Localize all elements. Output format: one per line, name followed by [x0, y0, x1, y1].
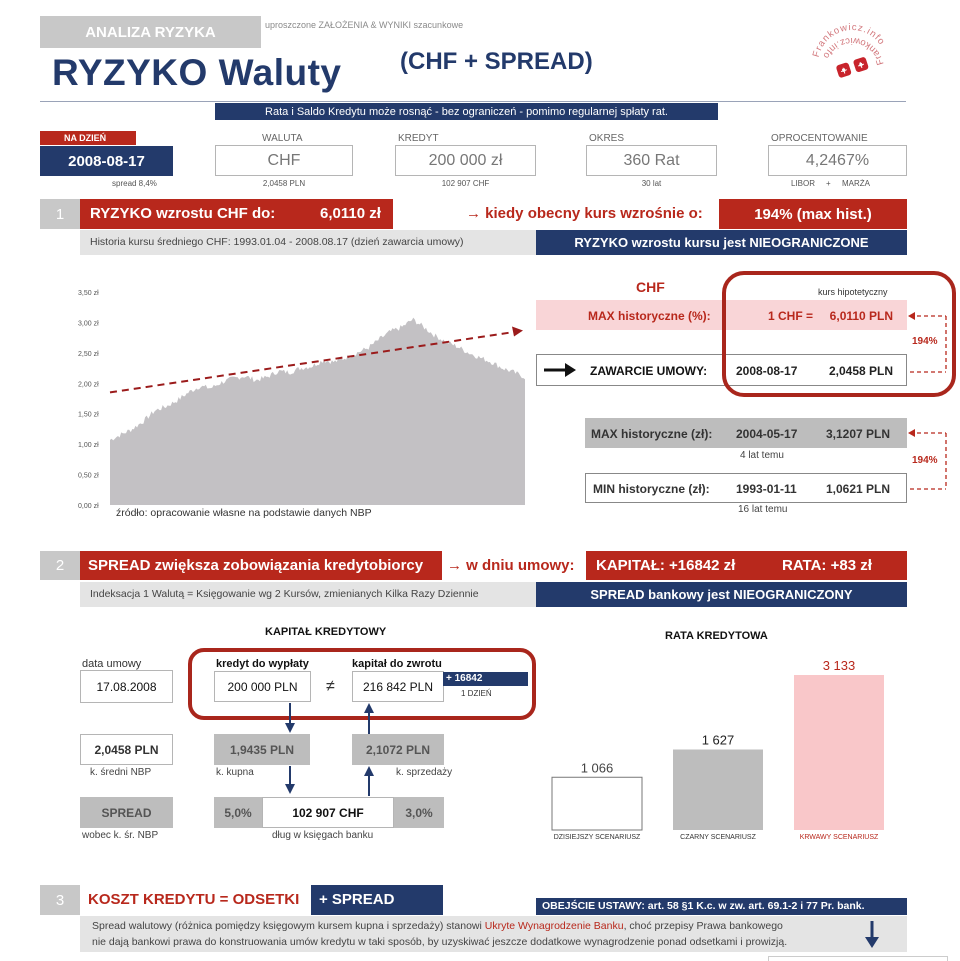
max-pct-label: MAX historyczne (%):	[588, 309, 711, 323]
para-part-b: , choć przepisy Prawa bankowego	[623, 920, 783, 932]
debt-note: dług w księgach banku	[272, 830, 374, 841]
spread-sell-box: 3,0%	[394, 797, 444, 828]
buy-rate-label: k. kupna	[216, 767, 254, 778]
y-tick-label: 3,00 zł	[78, 320, 99, 328]
section-1-title-text: RYZYKO wzrostu CHF do:	[90, 205, 276, 222]
debt-chf-box: 102 907 CHF	[262, 797, 394, 828]
contract-date-box: 17.08.2008	[80, 670, 173, 703]
contract-date-label: data umowy	[82, 658, 142, 670]
rate-bar	[552, 777, 642, 830]
max-hist-rate: 3,1207 PLN	[826, 427, 891, 441]
min-hist-ago: 16 lat temu	[738, 504, 788, 515]
period-value: 360 Rat	[586, 145, 717, 176]
next-box-edge	[768, 956, 948, 961]
not-equal-sign: ≠	[326, 678, 335, 695]
header-subtitle: uproszczone ZAŁOŻENIA & WYNIKI szacunkowe	[265, 20, 464, 30]
trend-arrow-icon	[512, 327, 523, 337]
min-hist-label: MIN historyczne (zł):	[593, 482, 710, 496]
spread-buy-box: 5,0%	[214, 797, 262, 828]
currency-label: WALUTA	[262, 133, 303, 144]
spread-box: SPREAD	[80, 797, 173, 828]
down-arrow-icon-2	[282, 766, 298, 796]
pct-connector-top	[900, 300, 960, 400]
y-tick-label: 3,50 zł	[78, 290, 99, 297]
pct-side-2: 194%	[912, 455, 938, 466]
section-2-rata: RATA: +83 zł	[782, 557, 872, 574]
para-line-2: nie dają bankowi prawa do konstruowania umów kredytu w taki sposób, by uzyskiwać jeszcze dodatkowe wynagrodzenie ponad odsetkami i prowizją.	[92, 936, 788, 948]
plus-badge: + 16842	[443, 672, 528, 686]
rate-bar-category: CZARNY SCENARIUSZ	[680, 834, 756, 841]
y-tick-label: 2,50 zł	[78, 350, 99, 358]
interest-value: 4,2467%	[768, 145, 907, 176]
section-2-result	[586, 551, 907, 580]
rate-bar	[794, 675, 884, 830]
pct-side-1: 194%	[912, 336, 938, 347]
section-2-navy-bar: SPREAD bankowy jest NIEOGRANICZONY	[536, 582, 907, 607]
section-2-kapital: KAPITAŁ: +16842 zł	[596, 557, 736, 574]
date-label: NA DZIEŃ	[40, 131, 136, 145]
svg-text:Frankowicz.info: Frankowicz.info	[810, 22, 888, 59]
interest-label: OPROCENTOWANIE	[771, 133, 868, 144]
rate-bar	[673, 750, 763, 830]
interest-note-margin: MARŻA	[842, 179, 870, 188]
rate-bar-value: 3 133	[822, 658, 856, 673]
interest-note-libor: LIBOR	[791, 179, 816, 188]
plus-note: 1 DZIEŃ	[461, 689, 492, 698]
sell-rate-label: k. sprzedaży	[396, 767, 453, 778]
section-1-number: 1	[40, 199, 80, 229]
section-1-arrow-text: → kiedy obecny kurs wzrośnie o:	[466, 205, 703, 222]
max-hist-label: MAX historyczne (zł):	[591, 427, 713, 441]
warning-banner: Rata i Saldo Kredytu może rosnąć - bez ograniczeń - pomimo regularnej spłaty rat.	[215, 103, 718, 120]
para-red: Ukryte Wynagrodzenie Banku	[484, 920, 624, 932]
section-1-title	[80, 199, 393, 229]
rate-bar-category: DZISIEJSZY SCENARIUSZ	[553, 834, 641, 841]
contract-label: ZAWARCIE UMOWY:	[590, 364, 708, 378]
date-value: 2008-08-17	[40, 146, 173, 176]
max-hist-ago: 4 lat temu	[740, 450, 784, 461]
law-banner: OBEJŚCIE USTAWY: art. 58 §1 K.c. w zw. art. 69.1-2 i 77 Pr. bank.	[536, 898, 907, 915]
date-note: spread 8,4%	[112, 179, 157, 188]
svg-text:Frankowicz.info: Frankowicz.info	[819, 34, 887, 67]
capital-title: KAPITAŁ KREDYTOWY	[265, 626, 387, 638]
currency-note: 2,0458 PLN	[262, 179, 306, 188]
y-tick-label: 0,50 zł	[78, 472, 99, 480]
section-2-arrow-text: → w dniu umowy:	[447, 557, 575, 574]
header-divider	[40, 101, 906, 102]
min-hist-date: 1993-01-11	[736, 482, 797, 496]
chf-history-chart	[70, 275, 530, 515]
section-3-title: KOSZT KREDYTU = ODSETKI	[88, 891, 300, 908]
hypothetical-label: kurs hipotetyczny	[818, 287, 888, 297]
rate-bar-chart	[536, 645, 907, 845]
period-note: 30 lat	[641, 179, 662, 188]
section-1-value: 6,0110 zł	[320, 205, 381, 222]
payout-label: kredyt do wypłaty	[216, 658, 309, 670]
y-tick-label: 1,50 zł	[78, 411, 99, 419]
section-3-paragraph	[92, 918, 852, 950]
repay-box: 216 842 PLN	[352, 671, 444, 702]
max-hist-date: 2004-05-17	[736, 427, 798, 441]
min-hist-rate: 1,0621 PLN	[826, 482, 891, 496]
sell-rate-box: 2,1072 PLN	[352, 734, 444, 765]
page-title: RYZYKO Waluty	[52, 52, 342, 93]
section-1-pct: 194% (max hist.)	[719, 199, 907, 229]
credit-value: 200 000 zł	[395, 145, 536, 176]
section-3-spread: + SPREAD	[311, 885, 443, 915]
y-tick-label: 2,00 zł	[78, 381, 99, 389]
logo-graphic	[808, 22, 896, 102]
y-tick-label: 1,00 zł	[78, 442, 99, 450]
credit-label: KREDYT	[398, 133, 439, 144]
rate-bar-svg	[536, 645, 907, 845]
nbp-rate-box: 2,0458 PLN	[80, 734, 173, 765]
currency-value: CHF	[215, 145, 353, 176]
chf-area-series	[110, 318, 525, 505]
section-2-number: 2	[40, 551, 80, 580]
contract-date: 2008-08-17	[736, 364, 798, 378]
credit-note: 102 907 CHF	[441, 179, 490, 188]
section-1-navy-bar: RYZYKO wzrostu kursu jest NIEOGRANICZONE	[536, 230, 907, 255]
nbp-rate-label: k. średni NBP	[90, 767, 152, 778]
frankowicz-logo	[808, 22, 896, 102]
down-arrow-icon	[282, 703, 298, 735]
page-title-suffix: (CHF + SPREAD)	[400, 48, 593, 75]
up-arrow-icon	[361, 703, 377, 735]
period-label: OKRES	[589, 133, 625, 144]
section-2-title: SPREAD zwiększa zobowiązania kredytobiorcy	[80, 551, 442, 580]
rate-bar-category: KRWAWY SCENARIUSZ	[799, 834, 879, 841]
down-arrow-icon-3	[863, 921, 881, 949]
indexation-caption: Indeksacja 1 Walutą = Księgowanie wg 2 Kursów, zmienianych Kilka Razy Dziennie	[80, 582, 536, 607]
analysis-tag: ANALIZA RYZYKA	[40, 16, 261, 48]
history-caption: Historia kursu średniego CHF: 1993.01.04 - 2008.08.17 (dzień zawarcia umowy)	[80, 230, 536, 255]
section-3-number: 3	[40, 885, 80, 915]
spread-note: wobec k. śr. NBP	[82, 830, 159, 841]
right-arrow-icon	[543, 360, 577, 385]
up-arrow-icon-2	[361, 766, 377, 796]
buy-rate-box: 1,9435 PLN	[214, 734, 310, 765]
rate-bar-value: 1 066	[580, 760, 614, 776]
payout-box: 200 000 PLN	[214, 671, 311, 702]
para-part-a: Spread walutowy (różnica pomiędzy księgowym kursem kupna i sprzedaży) stanowi	[92, 920, 482, 932]
chf-header: CHF	[636, 279, 665, 295]
chf-history-svg	[70, 275, 530, 515]
rate-bar-value: 1 627	[701, 732, 735, 748]
repay-label: kapitał do zwrotu	[352, 658, 442, 670]
chart-source: źródło: opracowanie własne na podstawie danych NBP	[116, 507, 372, 519]
max-pct-value: 1 CHF = 6,0110 PLN	[768, 309, 894, 323]
interest-note-plus: +	[826, 179, 831, 188]
contract-rate: 2,0458 PLN	[829, 364, 894, 378]
rate-title: RATA KREDYTOWA	[665, 630, 768, 642]
y-tick-label: 0,00 zł	[78, 503, 99, 510]
